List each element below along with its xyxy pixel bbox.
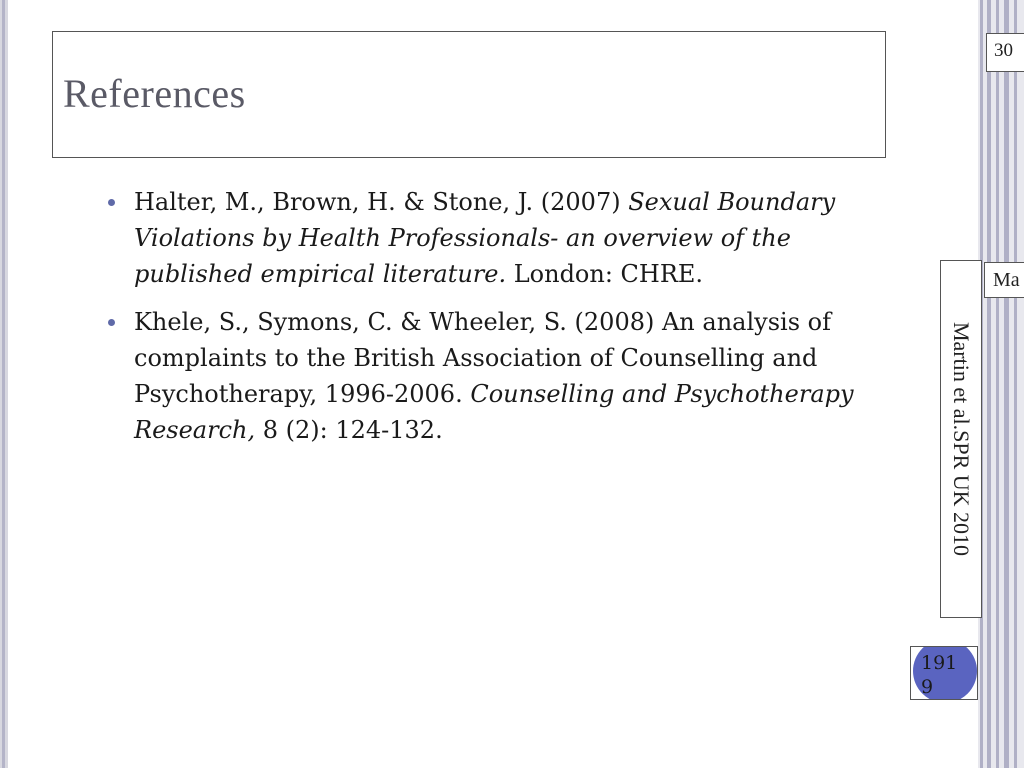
footer-text-horizontal: Ma — [993, 269, 1020, 291]
reference-item — [106, 184, 866, 292]
footer-horizontal-box — [984, 262, 1024, 298]
stripe — [1004, 0, 1009, 768]
footer-vertical-box — [940, 260, 982, 618]
reference-volume: 8 (2): 124-132. — [255, 416, 443, 444]
stripe — [1014, 0, 1017, 768]
slide-number: 30 — [994, 40, 1013, 61]
reference-list — [106, 184, 866, 460]
stripe — [987, 0, 991, 768]
reference-authors: Khele, S., Symons, C. & Wheeler, S. (2008) An analysis of complaints to the British Association of Counselling and Psychotherapy, 1996-2006. — [134, 308, 831, 408]
slide-number-box — [986, 33, 1024, 72]
stripe — [996, 0, 999, 768]
bullet-icon — [108, 199, 115, 206]
page-number: 1919 — [921, 652, 958, 698]
reference-publisher: London: CHRE. — [506, 260, 704, 288]
reference-authors: Halter, M., Brown, H. & Stone, J. (2007) — [134, 188, 629, 216]
page-number-box — [910, 646, 978, 700]
reference-item — [106, 304, 866, 448]
left-edge-decoration — [0, 0, 8, 768]
footer-text-vertical: Martin et al.SPR UK 2010 — [949, 321, 974, 557]
title-box — [52, 31, 886, 158]
right-stripes-decoration — [978, 0, 1024, 768]
reference-title: Sexual Boundary Violations by Health Professionals- an overview of the published empirical literature. — [134, 188, 836, 288]
reference-journal: Counselling and Psychotherapy Research, — [134, 380, 854, 444]
bullet-icon — [108, 319, 115, 326]
page-title: References — [63, 71, 246, 116]
